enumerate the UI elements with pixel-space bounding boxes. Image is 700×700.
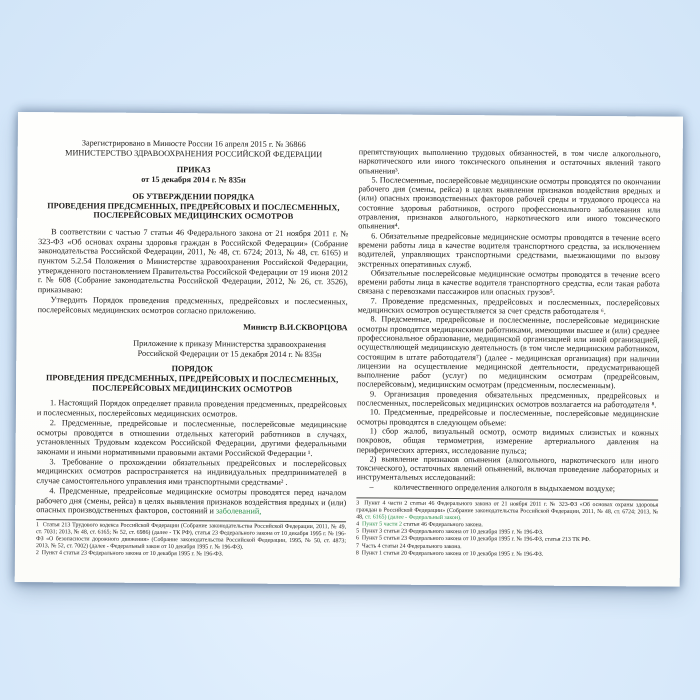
document-spread [15, 112, 683, 587]
order-paragraph-8: 8. Предсменные, предрейсовые и послесменные, послерейсовые медицинские осмотры проводятся медицинскими работниками, имеющими высшее и (или) среднее профессиональное образование, медицинской организацией или иной организацией, осуществляющей медицинскую деятельность (в том числе медицинским работником, состоящим в штате работодателя⁷) (далее - медицинская организация) при наличии лицензии на осуществление медицинской деятельности, предусматривающей выполнение работ (услуг) по медицинским осмотрам (предрейсовым, послерейсовым), медицинским осмотрам (предсменным, послесменным). [357, 314, 660, 391]
footnote-4-number: 4 [356, 521, 363, 528]
preamble-paragraph: В соответствии с частью 7 статьи 46 Федерального закона от 21 ноября 2011 г. № 323-ФЗ «Об основах охраны здоровья граждан в Российской Федерации» (Собрание законодательства Российской Федерации, 2011, № 48, ст. 6724; 2013, № 48, ст. 6165) и пунктом 5.2.54 Положения о Министерстве здравоохранения Российской Федерации, утвержденного постановлением Правительства Российской Федерации от 19 июня 2012 г. № 608 (Собрание законодательства Российской Федерации, 2012, № 26, ст. 3526), приказываю: [37, 227, 349, 295]
registration-line: Зарегистрировано в Минюсте России 16 апреля 2015 г. № 36866 [81, 138, 306, 150]
order-paragraph-2: 2. Предсменные, предрейсовые и послесменные, послерейсовые медицинские осмотры проводятся в отношении отдельных категорий работников в случаях, установленных Трудовым кодексом Российской Федерации, другими федеральными законами и иными нормативными правовыми актами Российской Федерации ¹. [36, 418, 347, 459]
minister-signature: Министр В.И.СКВОРЦОВА [243, 322, 348, 333]
footnote-3-text: 3 Пункт 4 части 2 статьи 46 Федерального закона от 21 ноября 2011 г. № 323-ФЗ «Об основах охраны здоровья граждан в Российской Федерации» (Собрание законодательства Российской Федерации, 2011, № 48, ст. 6724; 2013, № 48, [356, 500, 659, 521]
annex-reference-line-2: Российской Федерации от 15 декабря 2014 г. № 835н [137, 348, 322, 359]
annex-title-line-1: ПОРЯДОК [171, 364, 213, 374]
footnote-1: 1 Статья 213 Трудового кодекса Российской Федерации (Собрание законодательства Российской Федерации, 2011, № 49, ст. 7031; 2013, № 48, ст. 6165; № 52, ст. 6986) (далее - ТК РФ), статья 23 Федерального закона от 10 декабря 1995 г. № 196-ФЗ «О безопасности дорожного движения» (Собрание законодательства Российской Федерации, 1995, № 50, ст. 4873; 2013, № 52, ст. 7002) (далее - Федеральный закон от 10 декабря 1995 г. № 196-ФЗ). [35, 522, 347, 551]
annex-reference-line-1: Приложение к приказу Министерства здравоохранения [133, 338, 326, 350]
footnote-7: 7 Часть 4 статьи 24 Федерального закона. [355, 542, 462, 550]
order-subject-line-3: ПОСЛЕРЕЙСОВЫХ МЕДИЦИНСКИХ ОСМОТРОВ [93, 210, 294, 222]
footnote-2: 2 Пункт 4 статьи 23 Федерального закона от 10 декабря 1995 г. № 196-ФЗ. [35, 550, 224, 558]
order-subject-line-2: ПРОВЕДЕНИЯ ПРЕДСМЕННЫХ, ПРЕДРЕЙСОВЫХ И ПОСЛЕСМЕННЫХ, [47, 200, 340, 212]
order-paragraph-6: 6. Обязательные предрейсовые медицинские осмотры проводятся в течение всего времени работы лица в качестве водителя транспортного средства, за исключением водителей, управляющих транспортными средствами, выезжающими по вызову экстренных оперативных служб. [357, 231, 661, 269]
ministry-name: МИНИСТЕРСТВО ЗДРАВООХРАНЕНИЯ РОССИЙСКОЙ ФЕДЕРАЦИИ [65, 148, 323, 159]
order-paragraph-4 [36, 486, 346, 517]
order-paragraph-10-dash-item: – количественного определения алкоголя в выдыхаемом воздухе; [369, 482, 616, 493]
order-paragraph-4-text: 4. Предсменные, предрейсовые медицинские осмотры проводятся перед началом рабочего дня (смены, рейса) в целях выявления признаков воздействия вредных и (или) опасных производственных факторов, состояний и [36, 486, 347, 516]
order-paragraph-9: 9. Организация проведения обязательных предсменных, предрейсовых и послесменных, послерейсовых медицинских осмотров возлагается на работодателя ⁸. [356, 389, 660, 410]
footnote-4-text: статьи 46 Федерального закона. [401, 521, 483, 529]
order-paragraph-6-continued: Обязательные послерейсовые медицинские осмотры проводятся в течение всего времени работы лица в качестве водителя транспортного средства, если такая работа связана с перевозками пассажиров или опасных грузов⁵. [357, 268, 660, 298]
order-date: от 15 декабря 2014 г. № 835н [141, 174, 246, 185]
footnote-3-link: ст. 6165) (далее - Федеральный закон). [364, 514, 462, 522]
footnote-4-link: Пункт 5 части 2 [361, 521, 402, 528]
page-right [356, 114, 661, 586]
footnotes-right [356, 497, 658, 559]
order-paragraph-10-item-2: 2) выявление признаков опьянения (алкогольного, наркотического или иного токсического), остаточных явлений опьянений, включая проведение лабораторных и инструментальных исследований: [356, 454, 659, 483]
order-paragraph-10-item-1: 1) сбор жалоб, визуальный осмотр, осмотр видимых слизистых и кожных покровов, общая термометрия, измерение артериального давления на периферических артериях, исследование пульса; [356, 426, 659, 456]
order-subject-line-1: ОБ УТВЕРЖДЕНИИ ПОРЯДКА [132, 191, 255, 202]
resolution-paragraph: Утвердить Порядок проведения предсменных, предрейсовых и послесменных, послерейсовых медицинских осмотров согласно приложению. [37, 295, 348, 316]
footnote-8: 8 Пункт 1 статьи 20 Федерального закона от 10 декабря 1995 г. № 196-ФЗ. [355, 550, 544, 558]
order-paragraph-4-continued: препятствующих выполнению трудовых обязанностей, в том числе алкогольного, наркотического или иного токсического опьянения и остаточных явлений такого опьянения³. [358, 147, 661, 176]
footnotes-left [36, 519, 346, 560]
annex-title-line-3: ПОСЛЕРЕЙСОВЫХ МЕДИЦИНСКИХ ОСМОТРОВ [92, 383, 293, 394]
order-paragraph-4-link: заболеваний, [215, 506, 262, 516]
order-paragraph-7: 7. Проведение предсменных, предрейсовых и послесменных, послерейсовых медицинских осмотров осуществляется за счет средств работодателя ⁶. [357, 296, 660, 317]
order-word: ПРИКАЗ [176, 165, 211, 175]
page-left [36, 112, 349, 584]
order-paragraph-3: 3. Требование о прохождении обязательных предрейсовых и послерейсовых медицинских осмотров распространяется на индивидуальных предпринимателей в случае самостоятельного управления ими транспортными средствами² . [36, 456, 347, 487]
footnote-6: 6 Пункт 5 статьи 23 Федерального закона от 10 декабря 1995 г. № 196-ФЗ, статья 213 ТК РФ. [356, 535, 591, 544]
footnote-3 [356, 500, 658, 523]
annex-reference [112, 339, 348, 360]
footnote-5: 5 Пункт 3 статьи 23 Федерального закона от 10 декабря 1995 г. № 196-ФЗ. [356, 528, 544, 537]
order-paragraph-5: 5. Послесменные, послерейсовые медицинские осмотры проводятся по окончании рабочего дня (смены, рейса) в целях выявления признаков воздействия вредных и (или) опасных производственных факторов рабочей среды и трудового процесса на состояние здоровья работников, острого профессионального заболевания или отравления, признаков алкогольного, наркотического или иного токсического опьянения⁴. [358, 175, 661, 232]
order-paragraph-1: 1. Настоящий Порядок определяет правила проведения предсменных, предрейсовых и послесменных, послерейсовых медицинских осмотров. [36, 398, 347, 419]
order-paragraph-10: 10. Предсменные, предрейсовые и послесменные, послерейсовые медицинские осмотры проводятся в следующем объеме: [356, 407, 659, 428]
annex-title-line-2: ПРОВЕДЕНИЯ ПРЕДСМЕННЫХ, ПРЕДРЕЙСОВЫХ И ПОСЛЕСМЕННЫХ, [46, 373, 339, 385]
